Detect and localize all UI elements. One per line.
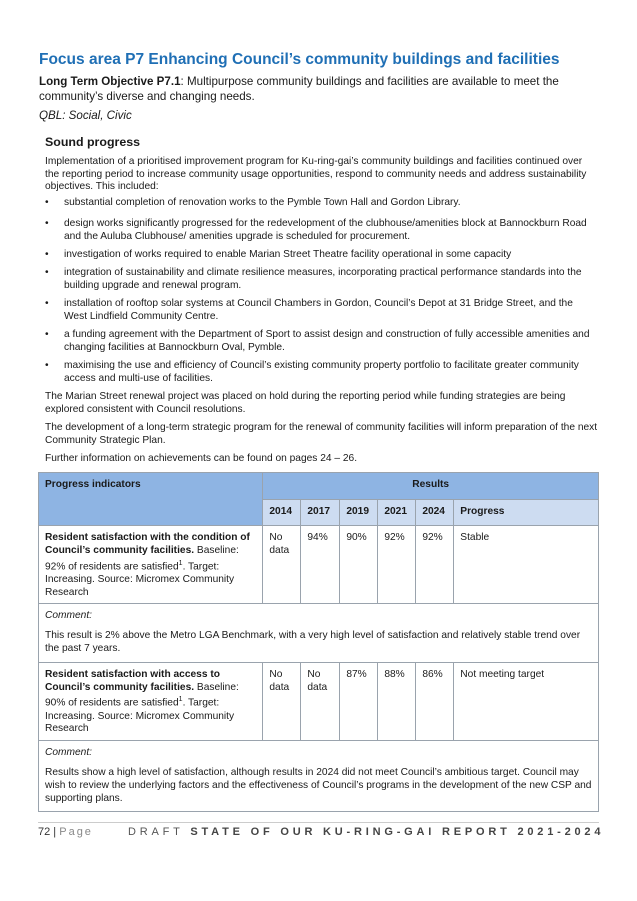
indicator-baseline: Baseline: 92% of residents are satisfied xyxy=(45,544,239,572)
further-info-paragraph: Further information on achievements can be found on pages 24 – 26. xyxy=(45,453,358,464)
result-cell xyxy=(416,526,454,604)
result-value: 87% xyxy=(346,668,367,680)
bullet-text: investigation of works required to enable Marian Street Theatre facility operational in some capacity xyxy=(64,249,512,260)
indicator-description xyxy=(39,663,262,740)
objective-label: Long Term Objective P7.1 xyxy=(39,75,181,88)
result-cell xyxy=(301,662,340,740)
indicator-baseline: Baseline: 90% of residents are satisfied xyxy=(45,681,239,709)
comment-cell xyxy=(39,604,599,662)
result-value: 88% xyxy=(384,668,405,680)
indicator-target-source: . Target: Increasing. Source: Micromex Community Research xyxy=(45,697,235,735)
results-header-cell xyxy=(263,473,599,500)
indicator-cell xyxy=(39,526,263,604)
bullet-dot: • xyxy=(45,249,49,260)
bullet-text: integration of sustainability and climate resilience measures, incorporating practical performance standards into the building upgrade and renewal program. xyxy=(64,267,582,291)
comment-row xyxy=(39,604,599,662)
result-value: 90% xyxy=(346,532,367,543)
result-cell xyxy=(378,526,416,604)
page-separator: | xyxy=(50,826,60,838)
footnote-marker: 1 xyxy=(178,559,183,567)
result-value: No data xyxy=(307,668,328,693)
result-cell xyxy=(340,662,378,740)
comment-text: Results show a high level of satisfaction, although results in 2024 did not meet Council’s ambitious target. Council may wish to review the underlying factors and the effectiveness of Council’s programs in the development of the new CSP and supporting plans. xyxy=(45,766,592,804)
result-value: 86% xyxy=(422,668,443,680)
comment-block xyxy=(39,604,598,661)
report-title: STATE OF OUR KU-RING-GAI REPORT 2021-2024 xyxy=(190,826,605,838)
year-header-cell xyxy=(340,500,378,526)
bullet-text: design works significantly progressed for the redevelopment of the clubhouse/amenities block at Bannockburn Road and the Auluba Clubhouse/ amenities upgrade is scheduled for procurement. xyxy=(64,218,587,242)
progress-cell xyxy=(454,662,599,740)
results-header: Results xyxy=(412,479,450,490)
long-term-objective xyxy=(39,75,604,104)
bullet-dot: • xyxy=(45,298,49,309)
comment-text: This result is 2% above the Metro LGA Benchmark, with a very high level of satisfaction and relatively stable trend over the past 7 years. xyxy=(45,630,581,654)
result-value: No data xyxy=(269,668,290,693)
bullet-text: substantial completion of renovation works to the Pymble Town Hall and Gordon Library. xyxy=(64,197,461,208)
longterm-paragraph: The development of a long-term strategic program for the renewal of community facilities will inform preparation of the next Community Strategic Plan. xyxy=(45,422,598,446)
bullet-dot: • xyxy=(45,360,49,371)
result-value: 94% xyxy=(307,532,328,543)
progress-header-cell xyxy=(454,500,599,526)
comment-label: Comment: xyxy=(45,747,92,759)
result-value: No data xyxy=(269,532,290,556)
bullet-text: maximising the use and efficiency of Council’s existing community property portfolio to facilitate greater community access and multi-use of facilities. xyxy=(64,360,579,384)
year-header-cell xyxy=(301,500,340,526)
result-value: 92% xyxy=(384,532,405,543)
result-cell xyxy=(263,662,301,740)
year-header: 2021 xyxy=(384,506,407,517)
bullet-dot: • xyxy=(45,197,49,208)
comment-cell xyxy=(39,741,599,812)
result-cell xyxy=(340,526,378,604)
indicator-title: Resident satisfaction with the condition of Council’s community facilities. xyxy=(45,532,250,556)
objective-text: : Multipurpose community buildings and facilities are available to meet the community’s diverse and changing needs. xyxy=(39,75,559,103)
result-cell xyxy=(301,526,340,604)
progress-cell xyxy=(454,526,599,604)
draft-label: DRAFT xyxy=(128,826,184,838)
result-cell xyxy=(263,526,301,604)
result-cell xyxy=(378,662,416,740)
bullet-dot: • xyxy=(45,218,49,229)
qbl-label: QBL: Social, Civic xyxy=(39,109,132,122)
indicator-cell xyxy=(39,662,263,740)
page-title: Focus area P7 Enhancing Council’s community buildings and facilities xyxy=(39,51,560,68)
marian-paragraph: The Marian Street renewal project was placed on hold during the reporting period while funding strategies are being explored consistent with Council resolutions. xyxy=(45,391,566,415)
footer-report-title xyxy=(128,826,604,838)
intro-paragraph: Implementation of a prioritised improvement program for Ku-ring-gai’s community buildings and facilities continued over the reporting period to increase community usage opportunities, respond to community needs and address sustainability objectives. This included: xyxy=(45,156,587,193)
year-header-cell xyxy=(378,500,416,526)
result-cell xyxy=(416,662,454,740)
year-header-cell xyxy=(416,500,454,526)
indicator-description xyxy=(39,526,262,603)
progress-heading: Sound progress xyxy=(45,135,141,149)
year-header-cell xyxy=(263,500,301,526)
indicator-title: Resident satisfaction with access to Council’s community facilities. xyxy=(45,668,220,693)
comment-row xyxy=(39,741,599,812)
year-header: 2017 xyxy=(307,506,331,517)
bullet-text: installation of rooftop solar systems at Council Chambers in Gordon, Council’s Depot at 31 Bridge Street, and the West Lindfield Community Centre. xyxy=(64,298,573,322)
table-row xyxy=(39,662,599,740)
footer-page-number xyxy=(38,826,93,838)
bullet-dot: • xyxy=(45,329,49,340)
table-row xyxy=(39,526,599,604)
indicator-target-source: . Target: Increasing. Source: Micromex Community Research xyxy=(45,560,235,598)
progress-status: Stable xyxy=(460,532,490,543)
page-word: Page xyxy=(59,826,93,838)
progress-indicators-table xyxy=(38,472,599,812)
progress-status: Not meeting target xyxy=(460,668,545,680)
indicators-header-cell xyxy=(39,473,263,526)
result-value: 92% xyxy=(422,532,443,543)
footer-divider xyxy=(38,822,599,823)
comment-label: Comment: xyxy=(45,610,92,622)
comment-block xyxy=(39,741,598,811)
page-number: 72 xyxy=(38,826,51,838)
bullet-dot: • xyxy=(45,267,49,278)
year-header: 2014 xyxy=(269,506,293,517)
footnote-marker: 1 xyxy=(178,696,183,704)
year-header: 2024 xyxy=(422,506,445,517)
progress-header: Progress xyxy=(460,506,505,517)
year-header: 2019 xyxy=(346,506,370,517)
indicators-header: Progress indicators xyxy=(45,479,141,490)
bullet-text: a funding agreement with the Department of Sport to assist design and construction of fully accessible amenities and changing facilities at Bannockburn Oval, Pymble. xyxy=(64,329,590,353)
